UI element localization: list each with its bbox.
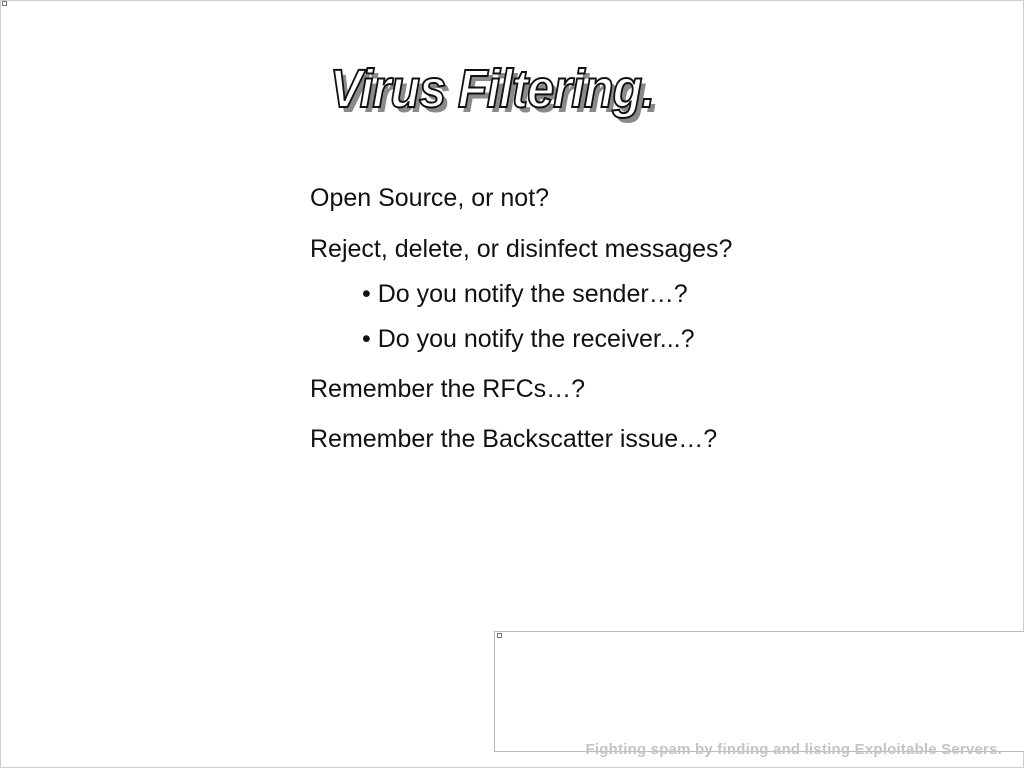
- footer-text: Fighting spam by finding and listing Exploitable Servers.: [585, 741, 1002, 758]
- bullet-reject-delete: Reject, delete, or disinfect messages?: [310, 235, 733, 263]
- sub-bullet-notify-sender: • Do you notify the sender…?: [362, 280, 688, 308]
- notice-icon: [2, 1, 7, 6]
- bullet-open-source: Open Source, or not?: [310, 184, 550, 212]
- bullet-backscatter: Remember the Backscatter issue…?: [310, 425, 718, 453]
- notes-icon: [497, 633, 502, 638]
- notes-box: [494, 631, 1024, 752]
- slide-title: Virus Filtering.: [330, 59, 655, 119]
- sub-bullet-notify-receiver: • Do you notify the receiver...?: [362, 325, 695, 353]
- bullet-rfcs: Remember the RFCs…?: [310, 375, 586, 403]
